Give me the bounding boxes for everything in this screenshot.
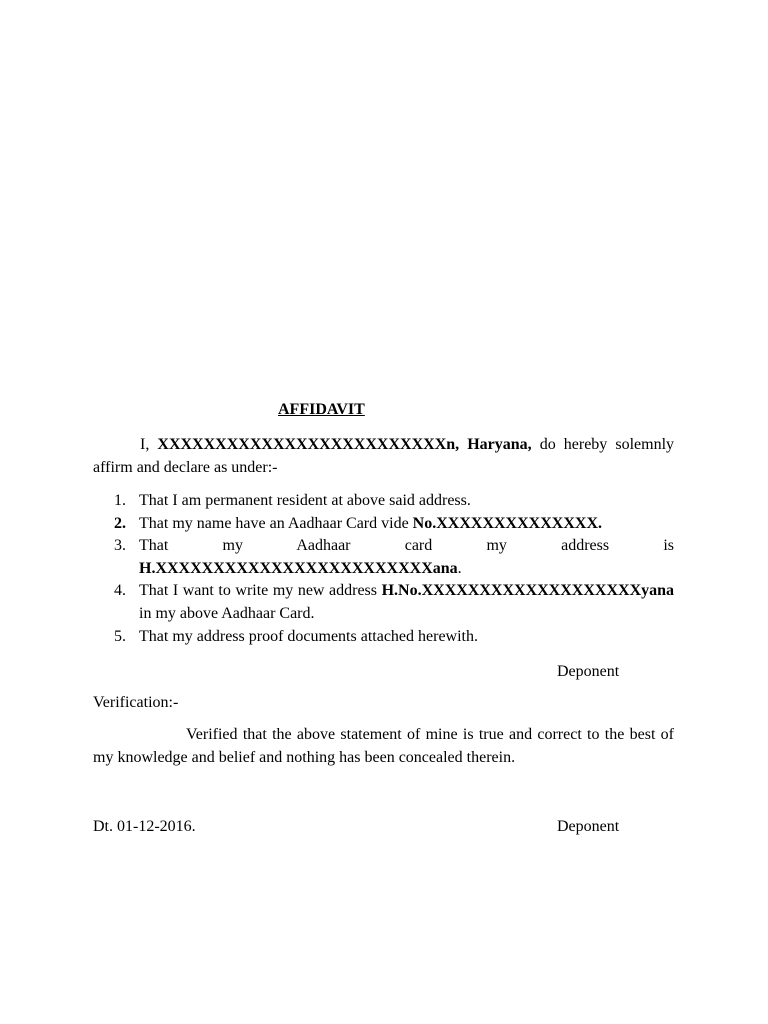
verification-text: Verified that the above statement of mine is true and correct to the best of my knowledge and belief and nothing has been concealed therein. — [93, 726, 674, 766]
deponent-signature-label: Deponent — [557, 818, 620, 835]
intro-suffix: do hereby solemnly affirm and declare as under:- — [93, 436, 675, 476]
item-trailing-text: . — [457, 559, 462, 577]
item-text: That my name have an Aadhaar Card vide — [139, 514, 409, 532]
deponent-name: XXXXXXXXXXXXXXXXXXXXXXXXXn, Haryana, — [157, 436, 532, 453]
item-text: That my Aadhaar card my address is — [139, 537, 674, 555]
intro-paragraph — [93, 433, 674, 479]
current-address: H.XXXXXXXXXXXXXXXXXXXXXXXXana — [139, 559, 458, 577]
document-title: AFFIDAVIT — [278, 401, 365, 418]
item-number: 3. — [114, 537, 126, 555]
item-text: That I am permanent resident at above said address. — [139, 492, 471, 509]
item-number: 2. — [114, 514, 126, 532]
item-number: 1. — [114, 492, 126, 509]
list-item — [93, 513, 674, 536]
verification-heading: Verification:- — [93, 694, 179, 711]
declaration-list — [93, 490, 674, 648]
list-item — [93, 626, 674, 649]
item-text: That my address proof documents attached herewith. — [139, 627, 478, 645]
list-item — [93, 580, 674, 625]
intro-prefix: I, — [140, 436, 150, 453]
item-number: 5. — [114, 627, 126, 645]
item-trailing-text: in my above Aadhaar Card. — [139, 604, 315, 622]
list-item — [93, 535, 674, 580]
deponent-label: Deponent — [557, 663, 620, 680]
item-number: 4. — [114, 582, 126, 600]
list-item — [93, 490, 674, 513]
document-date: Dt. 01-12-2016. — [93, 818, 196, 835]
item-text: That I want to write my new address — [139, 582, 378, 600]
aadhaar-number: No.XXXXXXXXXXXXXX. — [412, 514, 602, 532]
new-address: H.No.XXXXXXXXXXXXXXXXXXXyana — [381, 582, 675, 600]
